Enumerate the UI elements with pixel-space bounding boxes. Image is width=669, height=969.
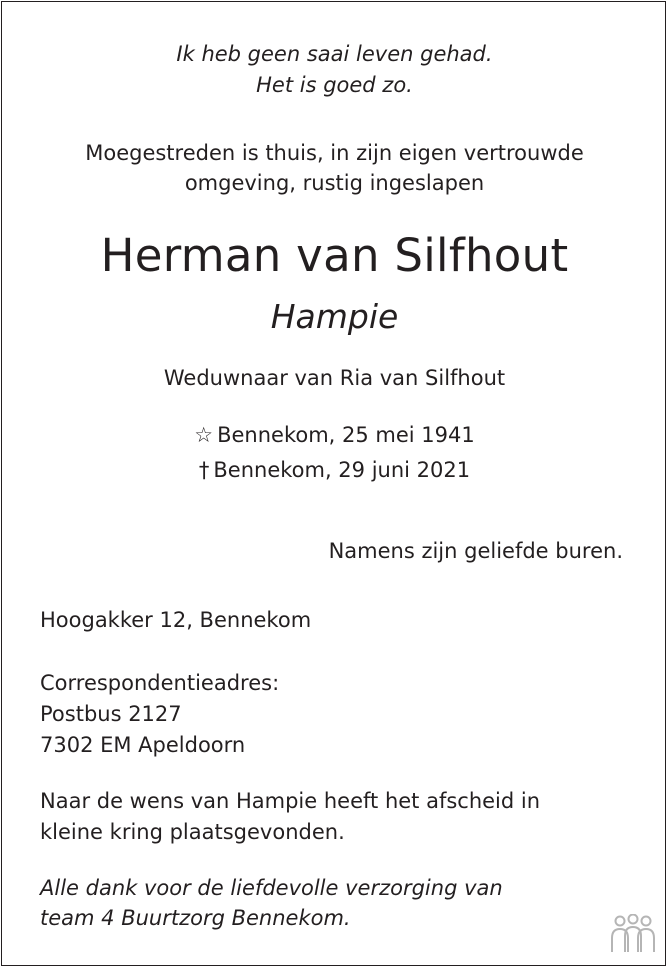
birth-line (0, 423, 669, 447)
deceased-name: Herman van Silfhout (100, 229, 569, 282)
thanks-line-2: team 4 Buurtzorg Bennekom. (40, 906, 351, 930)
quote-line-2: Het is goed zo. (256, 73, 413, 97)
deceased-nickname: Hampie (270, 297, 399, 336)
home-address: Hoogakker 12, Bennekom (40, 608, 312, 632)
quote-line-1: Ik heb geen saai leven gehad. (176, 42, 493, 66)
people-group-icon (608, 914, 658, 954)
star-icon: ☆ (194, 423, 214, 447)
correspondence-line-2: 7302 EM Apeldoorn (40, 733, 246, 757)
death-date: Bennekom, 29 juni 2021 (213, 458, 471, 482)
relation-text: Weduwnaar van Ria van Silfhout (163, 366, 506, 390)
thanks-line-1: Alle dank voor de liefdevolle verzorging van (40, 876, 503, 900)
intro-line-1: Moegestreden is thuis, in zijn eigen vertrouwde (85, 141, 584, 165)
farewell-line-1: Naar de wens van Hampie heeft het afscheid in (40, 789, 541, 813)
death-line (0, 458, 669, 482)
intro-line-2: omgeving, rustig ingeslapen (184, 171, 485, 195)
birth-date: Bennekom, 25 mei 1941 (217, 423, 475, 447)
farewell-line-2: kleine kring plaatsgevonden. (40, 820, 345, 844)
signature-text: Namens zijn geliefde buren. (328, 539, 623, 563)
correspondence-label: Correspondentieadres: (40, 671, 280, 695)
cross-icon: † (198, 458, 210, 482)
correspondence-line-1: Postbus 2127 (40, 702, 182, 726)
